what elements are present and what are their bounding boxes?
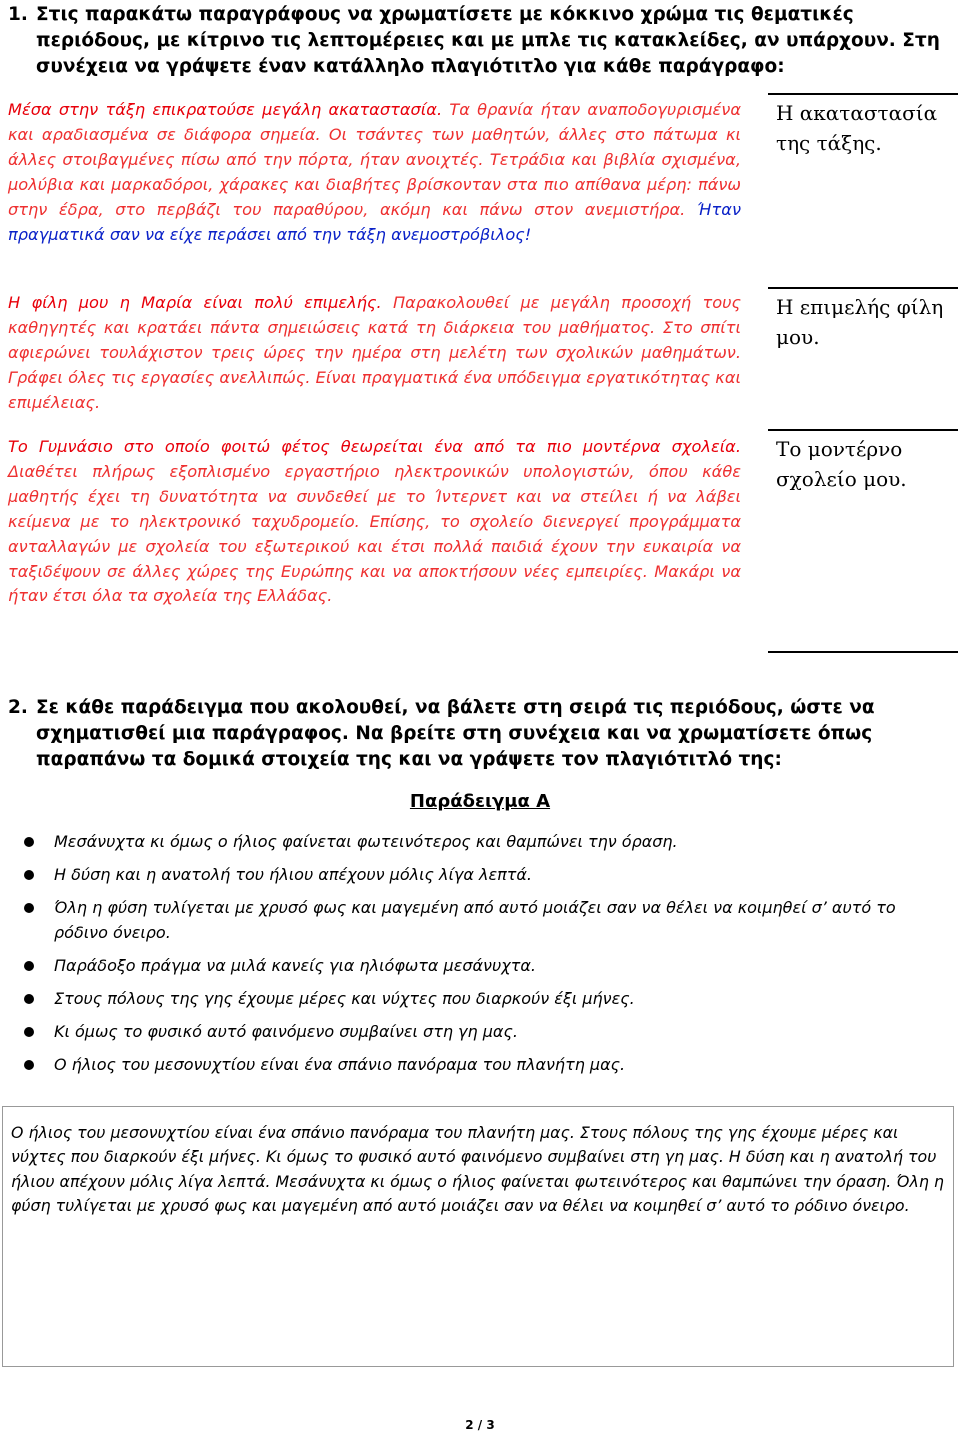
topic-sentence: Η φίλη μου η Μαρία είναι πολύ επιμελής. [8, 293, 382, 312]
details: Παρακολουθεί με μεγάλη προσοχή τους καθηγητές και κρατάει πάντα σημειώσεις κατά τη διάρκεια του μαθήματος. Στο σπίτι αφιερώνει τουλάχιστον τρεις ώρες την ημέρα στη μελέτη των σχολικών μαθημάτων. Γράφει όλες τις εργασίες ανελλιπώς. Είναι πραγματικά ένα υπόδειγμα εργατικότητας και επιμέλειας. [8, 293, 741, 412]
question-2-heading [8, 695, 958, 773]
question-1-heading [8, 2, 958, 80]
sentence-text: Στους πόλους της γης έχουμε μέρες και νύχτες που διαρκούν έξι μήνες. [54, 989, 635, 1008]
list-item [22, 862, 952, 887]
sentence-text: Όλη η φύση τυλίγεται με χρυσό φως και μαγεμένη από αυτό μοιάζει σαν να θέλει να κοιμηθεί σ’ αυτό το ρόδινο όνειρο. [54, 898, 896, 942]
details: Διαθέτει πλήρως εξοπλισμένο εργαστήριο ηλεκτρονικών υπολογιστών, όπου κάθε μαθητής έχει τη δυνατότητα να συνδεθεί με το Ίντερνετ και να στείλει ή να λάβει κείμενα με το ηλεκτρονικό ταχυδρομείο. Επίσης, το σχολείο διενεργεί προγράμματα ανταλλαγών με σχολεία του εξωτερικού και έτσι πολλά παιδιά έχουν την ευκαιρία να ταξιδέψουν σε άλλες χώρες της Ευρώπης και να αποκτήσουν νέες εμπειρίες. Μακάρι να ήταν έτσι όλα τα σχολεία της Ελλάδας. [8, 461, 741, 606]
topic-sentence: Το Γυμνάσιο στο οποίο φοιτώ φέτος θεωρείται ένα από τα πιο μοντέρνα σχολεία. [8, 437, 741, 456]
bullet-icon [24, 1060, 34, 1070]
question-text: Σε κάθε παράδειγμα που ακολουθεί, να βάλετε στη σειρά τις περιόδους, ώστε να σχηματισθεί μια παράγραφος. Να βρείτε στη συνέχεια και να χρωματίσετε όπως παραπάνω τα δομικά στοιχεία της και να γράψετε τον πλαγιότιτλό της: [36, 697, 875, 770]
bullet-icon [24, 837, 34, 847]
paragraph-2 [8, 291, 741, 416]
bullet-icon [24, 994, 34, 1004]
answer-box[interactable] [2, 1106, 954, 1367]
side-title-text: Η ακαταστασία της τάξης. [776, 101, 938, 155]
example-title: Παράδειγμα Α [409, 791, 551, 812]
side-title-text: Το μοντέρνο σχολείο μου. [776, 437, 907, 491]
answer-text: Ο ήλιος του μεσονυχτίου είναι ένα σπάνιο πανόραμα του πλανήτη μας. Στους πόλους της γης έχουμε μέρες και νύχτες που διαρκούν έξι μήνες. Κι όμως το φυσικό αυτό φαινόμενο συμβαίνει στη γη μας. Η δύση και η ανατολή του ήλιου απέχουν μόλις λίγα λεπτά. Μεσάνυχτα κι όμως ο ήλιος φαίνεται φωτεινότερος και θαμπώνει την όραση. Όλη η φύση τυλίγεται με χρυσό φως και μαγεμένη από αυτό μοιάζει σαν να θέλει να κοιμηθεί σ’ αυτό το ρόδινο όνειρο. [11, 1123, 944, 1215]
sentence-text: Παράδοξο πράγμα να μιλά κανείς για ηλιόφωτα μεσάνυχτα. [54, 956, 536, 975]
bullet-icon [24, 903, 34, 913]
sentence-text: Ο ήλιος του μεσονυχτίου είναι ένα σπάνιο πανόραμα του πλανήτη μας. [54, 1055, 626, 1074]
sentence-text: Μεσάνυχτα κι όμως ο ήλιος φαίνεται φωτεινότερος και θαμπώνει την όραση. [54, 832, 678, 851]
list-item [22, 829, 952, 854]
bullet-icon [24, 1027, 34, 1037]
list-item [22, 895, 952, 945]
side-title-bottom-rule [768, 651, 958, 653]
side-title-3 [768, 429, 958, 494]
side-title-2 [768, 287, 958, 352]
question-number: 1. [8, 4, 28, 25]
conclusion: Ήταν πραγματικά σαν να είχε περάσει από την τάξη ανεμοστρόβιλος! [8, 199, 741, 244]
bullet-icon [24, 961, 34, 971]
list-item [22, 1052, 952, 1077]
list-item [22, 986, 952, 1011]
page-number: 2 / 3 [465, 1418, 495, 1432]
topic-sentence: Μέσα στην τάξη επικρατούσε μεγάλη ακαταστασία. [8, 100, 443, 119]
question-text: Στις παρακάτω παραγράφους να χρωματίσετε με κόκκινο χρώμα τις θεματικές περιόδους, με κίτρινο τις λεπτομέρειες και με μπλε τις κατακλείδες, αν υπάρχουν. Στη συνέχεια να γράψετε έναν κατάλληλο πλαγιότιτλο για κάθε παράγραφο: [36, 4, 940, 77]
sentence-text: Η δύση και η ανατολή του ήλιου απέχουν μόλις λίγα λεπτά. [54, 865, 532, 884]
question-number: 2. [8, 697, 28, 718]
list-item [22, 953, 952, 978]
side-title-1 [768, 93, 958, 158]
side-title-text: Η επιμελής φίλη μου. [776, 295, 944, 349]
paragraph-1 [8, 98, 741, 247]
bullet-icon [24, 870, 34, 880]
details: Τα θρανία ήταν αναποδογυρισμένα και αραδιασμένα σε διάφορα σημεία. Οι τσάντες των μαθητών, άλλες στο πάτωμα κι άλλες στοιβαγμένες πίσω από την πόρτα, ήταν ανοιχτές. Τετράδια και βιβλία σχισμένα, μολύβια και μαρκαδόροι, χάρακες και διαβήτες βρίσκονταν στα πιο απίθανα μέρη: πάνω στην έδρα, στο περβάζι του παραθύρου, ακόμη και πάνω στον ανεμιστήρα. [8, 100, 741, 219]
list-item [22, 1019, 952, 1044]
paragraph-3 [8, 435, 741, 609]
sentence-list [22, 829, 952, 1077]
sentence-text: Κι όμως το φυσικό αυτό φαινόμενο συμβαίνει στη γη μας. [54, 1022, 518, 1041]
